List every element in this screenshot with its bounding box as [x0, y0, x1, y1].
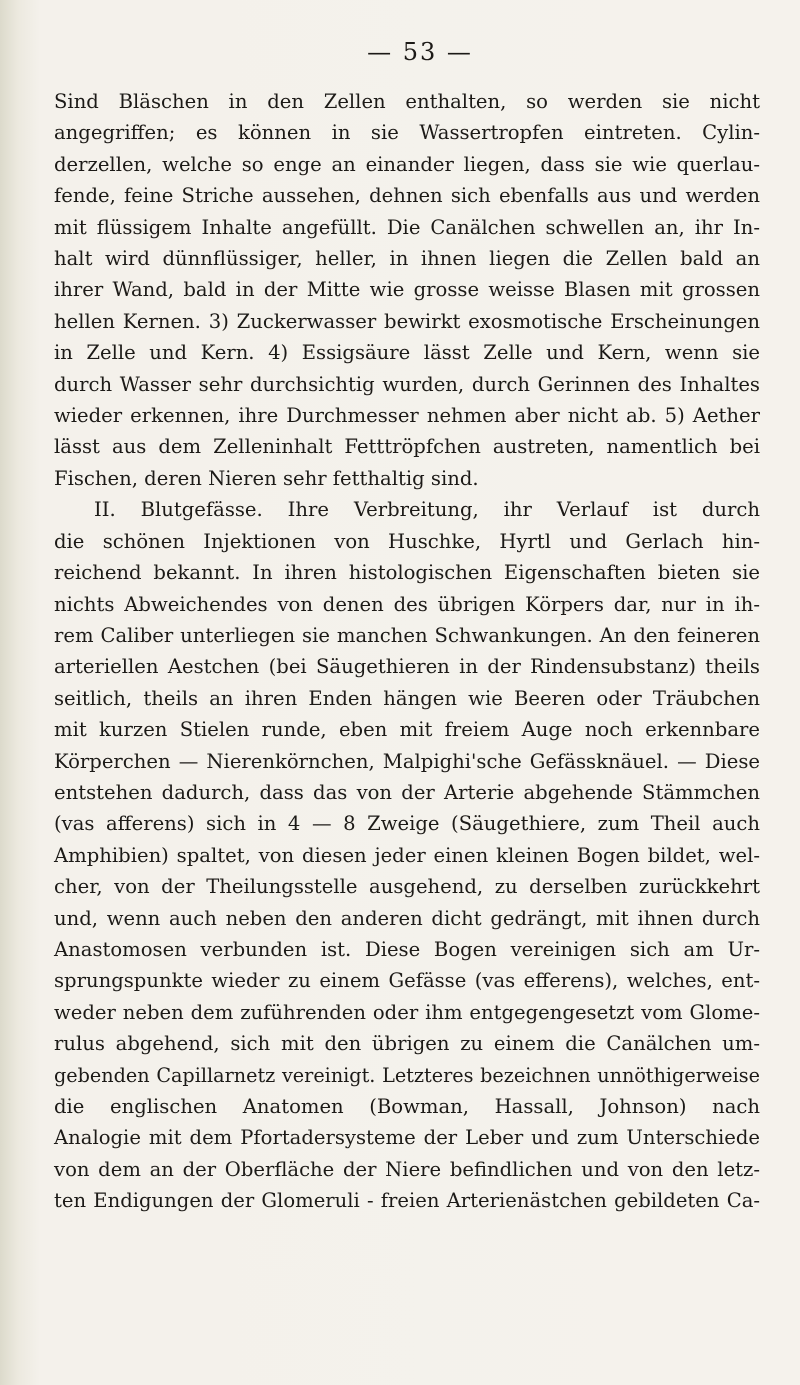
- text-line: von dem an der Oberfläche der Niere befindlichen und von den letz-: [54, 1157, 760, 1181]
- text-line: arteriellen Aestchen (bei Säugethieren in der Rindensubstanz) theils: [54, 655, 760, 679]
- text-line: Körperchen — Nierenkörnchen, Malpighi'sche Gefässknäuel. — Diese: [54, 749, 760, 773]
- text-line: cher, von der Theilungsstelle ausgehend, zu derselben zurückkehrt: [54, 875, 760, 899]
- text-line: Sind Bläschen in den Zellen enthalten, so werden sie nicht: [54, 90, 760, 113]
- text-line: seitlich, theils an ihren Enden hängen wie Beeren oder Träubchen: [54, 686, 760, 710]
- body-text: [54, 86, 760, 1217]
- text-line: rulus abgehend, sich mit den übrigen zu einem die Canälchen um-: [54, 1032, 760, 1056]
- text-line: wieder erkennen, ihre Durchmesser nehmen aber nicht ab. 5) Aether: [54, 404, 760, 428]
- text-line: Amphibien) spaltet, von diesen jeder einen kleinen Bogen bildet, wel-: [54, 843, 760, 867]
- text-line: derzellen, welche so enge an einander liegen, dass sie wie querlau-: [54, 152, 760, 176]
- text-line: lässt aus dem Zelleninhalt Fetttröpfchen austreten, namentlich bei: [54, 435, 760, 459]
- text-line: mit kurzen Stielen runde, eben mit freiem Auge noch erkennbare: [54, 718, 760, 742]
- text-line: in Zelle und Kern. 4) Essigsäure lässt Zelle und Kern, wenn sie: [54, 341, 760, 365]
- page-number: — 53 —: [367, 38, 473, 66]
- text-line: fende, feine Striche aussehen, dehnen sich ebenfalls aus und werden: [54, 184, 760, 208]
- text-line: die englischen Anatomen (Bowman, Hassall, Johnson) nach: [54, 1095, 760, 1118]
- text-line: angegriffen; es können in sie Wassertropfen eintreten. Cylin-: [54, 121, 760, 145]
- text-line: sprungspunkte wieder zu einem Gefässe (vas efferens), welches, ent-: [54, 969, 760, 993]
- text-line: und, wenn auch neben den anderen dicht gedrängt, mit ihnen durch: [54, 906, 760, 930]
- text-line: die schönen Injektionen von Huschke, Hyrtl und Gerlach hin-: [54, 529, 760, 553]
- text-line: ihrer Wand, bald in der Mitte wie grosse weisse Blasen mit grossen: [54, 278, 760, 302]
- text-line: entstehen dadurch, dass das von der Arterie abgehende Stämmchen: [54, 780, 760, 804]
- text-line: gebenden Capillarnetz vereinigt. Letzteres bezeichnen unnöthigerweise: [54, 1063, 760, 1087]
- text-line: nichts Abweichendes von denen des übrigen Körpers dar, nur in ih-: [54, 592, 760, 616]
- section-heading-line: II. Blutgefässe. Ihre Verbreitung, ihr Verlauf ist durch: [94, 498, 760, 522]
- text-line: reichend bekannt. In ihren histologischen Eigenschaften bieten sie: [54, 561, 760, 585]
- text-line: ten Endigungen der Glomeruli - freien Arterienästchen gebildeten Ca-: [54, 1189, 760, 1213]
- text-line: halt wird dünnflüssiger, heller, in ihnen liegen die Zellen bald an: [54, 247, 760, 271]
- text-line: weder neben dem zuführenden oder ihm entgegengesetzt vom Glome-: [54, 1000, 760, 1024]
- text-line: Anastomosen verbunden ist. Diese Bogen vereinigen sich am Ur-: [54, 937, 760, 961]
- text-line: durch Wasser sehr durchsichtig wurden, durch Gerinnen des Inhaltes: [54, 372, 760, 396]
- text-line: Analogie mit dem Pfortadersysteme der Leber und zum Unterschiede: [54, 1126, 760, 1150]
- text-line: hellen Kernen. 3) Zuckerwasser bewirkt exosmotische Erscheinungen: [54, 309, 760, 333]
- text-line: rem Caliber unterliegen sie manchen Schwankungen. An den feineren: [54, 623, 760, 647]
- text-line: mit flüssigem Inhalte angefüllt. Die Canälchen schwellen an, ihr In-: [54, 215, 760, 239]
- text-line: (vas afferens) sich in 4 — 8 Zweige (Säugethiere, zum Theil auch: [54, 812, 760, 836]
- text-line: Fischen, deren Nieren sehr fetthaltig sind.: [54, 466, 479, 490]
